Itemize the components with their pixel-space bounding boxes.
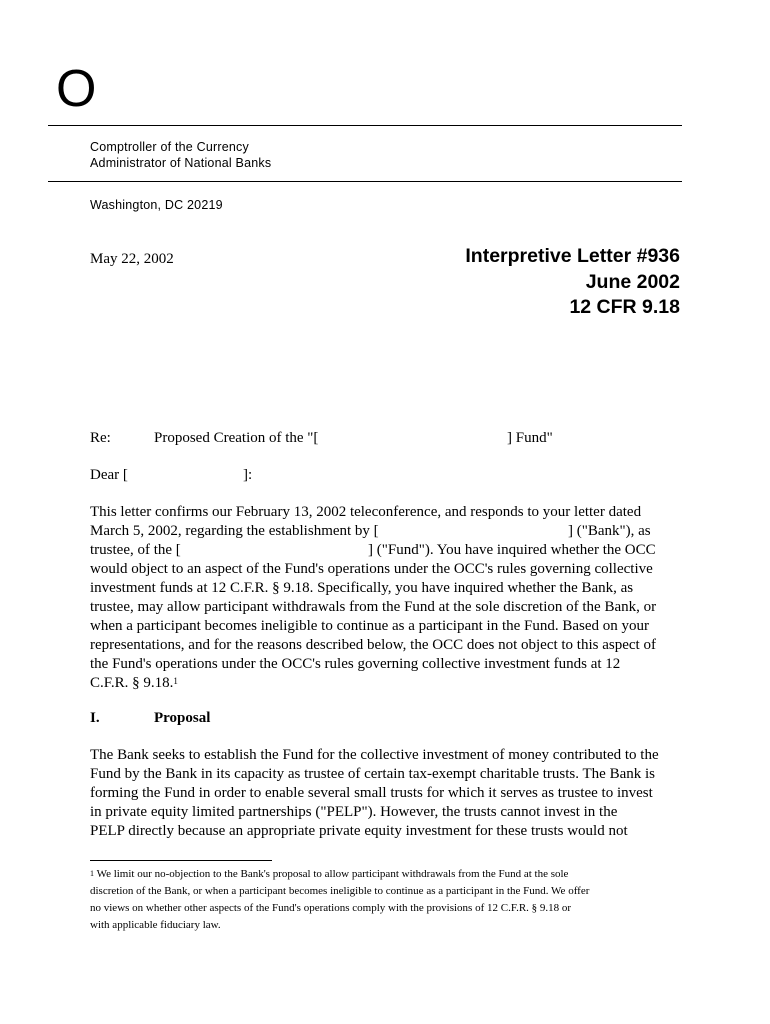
body-line: investment funds at 12 C.F.R. § 9.18. Specifically, you have inquired whether the Bank, as (90, 580, 634, 596)
body-line: the Fund's operations under the OCC's rules governing collective investment funds at 12 (90, 656, 621, 672)
occ-logo: O (56, 60, 97, 118)
re-subject-start: Proposed Creation of the "[ (154, 430, 319, 446)
interpretive-letter-number: Interpretive Letter #936 (465, 245, 680, 267)
body-line: in private equity limited partnerships ("PELP"). However, the trusts cannot invest in the (90, 804, 618, 820)
salutation-end: ]: (243, 467, 253, 483)
footnote-line: with applicable fiduciary law. (90, 919, 221, 931)
footnote-line: discretion of the Bank, or when a participant becomes ineligible to continue as a participant in the Fund. We offer (90, 885, 590, 897)
footnote-line (90, 867, 568, 882)
re-label: Re: (90, 430, 111, 446)
footnote-separator (90, 860, 272, 861)
regulation-citation: 12 CFR 9.18 (569, 296, 680, 318)
body-line: Fund by the Bank in its capacity as trustee of certain tax-exempt charitable trusts. The Bank is (90, 766, 655, 782)
section-heading: Proposal (154, 710, 211, 726)
body-line-text: C.F.R. § 9.18. (90, 675, 174, 691)
re-subject-end: ] Fund" (507, 430, 553, 446)
body-line: would object to an aspect of the Fund's operations under the OCC's rules governing collective (90, 561, 653, 577)
body-line: This letter confirms our February 13, 2002 teleconference, and responds to your letter dated (90, 504, 642, 520)
footnote-reference[interactable]: 1 (173, 676, 178, 686)
letter-date: May 22, 2002 (90, 251, 174, 267)
agency-name: Comptroller of the Currency (90, 140, 249, 154)
body-line: forming the Fund in order to enable several small trusts for which it serves as trustee to invest (90, 785, 653, 801)
body-line: trustee, of the [ (90, 542, 181, 558)
agency-subtitle: Administrator of National Banks (90, 156, 272, 170)
footnote-line: no views on whether other aspects of the Fund's operations comply with the provisions of 12 C.F.R. § 9.18 or (90, 902, 572, 914)
issue-date: June 2002 (585, 271, 680, 293)
body-line (90, 674, 178, 693)
body-line: PELP directly because an appropriate private equity investment for these trusts would not (90, 823, 628, 839)
body-line: ] ("Bank"), as (568, 523, 651, 539)
salutation-start: Dear [ (90, 467, 128, 483)
body-line: when a participant becomes ineligible to continue as a participant in the Fund. Based on your (90, 618, 650, 634)
footnote-marker: 1 (90, 869, 94, 878)
agency-address: Washington, DC 20219 (90, 198, 223, 212)
body-line: trustee, may allow participant withdrawals from the Fund at the sole discretion of the Bank, or (90, 599, 657, 615)
header-rule-bottom (48, 181, 682, 182)
body-line: The Bank seeks to establish the Fund for the collective investment of money contributed to the (90, 747, 659, 763)
section-number: I. (90, 710, 100, 726)
body-line: ] ("Fund"). You have inquired whether the OCC (368, 542, 656, 558)
footnote-text: We limit our no-objection to the Bank's proposal to allow participant withdrawals from the Fund at the sole (96, 868, 569, 880)
body-line: representations, and for the reasons described below, the OCC does not object to this aspect of (90, 637, 656, 653)
header-rule-top (48, 125, 682, 126)
body-line: March 5, 2002, regarding the establishment by [ (90, 523, 379, 539)
